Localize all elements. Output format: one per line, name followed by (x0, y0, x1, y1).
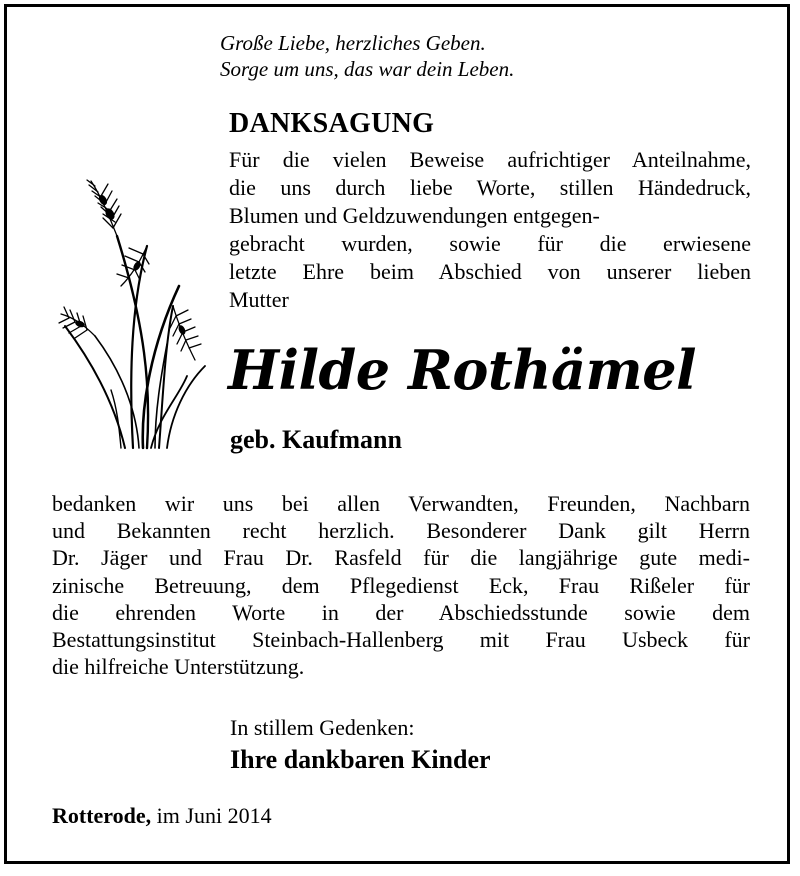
motto-line-2: Sorge um uns, das war dein Leben. (220, 57, 515, 81)
place-date (52, 802, 272, 830)
intro-line: Mutter (229, 287, 289, 312)
intro-line: letzte Ehre beim Abschied von unserer lieben (229, 259, 751, 284)
body-line: bedanken wir uns bei allen Verwandten, Freunden, Nachbarn (52, 491, 750, 516)
signature: Ihre dankbaren Kinder (230, 745, 491, 774)
heading: DANKSAGUNG (229, 108, 435, 139)
date: im Juni 2014 (156, 803, 272, 828)
wheat-grass-illustration (55, 176, 220, 451)
intro-line: Für die vielen Beweise aufrichtiger Anteilnahme, (229, 147, 751, 172)
intro-line: Blumen und Geldzuwendungen entgegen- (229, 203, 600, 228)
intro-text (229, 146, 751, 314)
deceased-name: Hilde Rothämel (228, 338, 697, 402)
intro-line: gebracht wurden, sowie für die erwiesene (229, 231, 751, 256)
motto-line-1: Große Liebe, herzliches Geben. (220, 31, 486, 55)
intro-line: die uns durch liebe Worte, stillen Händedruck, (229, 175, 751, 200)
body-line: Bestattungsinstitut Steinbach-Hallenberg mit Frau Usbeck für (52, 627, 750, 653)
body-line: die hilfreiche Unterstützung. (52, 654, 305, 680)
body-line: Dr. Jäger und Frau Dr. Rasfeld für die langjährige gute medi- (52, 545, 750, 571)
place: Rotterode, (52, 803, 152, 828)
closing-phrase: In stillem Gedenken: (230, 715, 415, 740)
body-line: und Bekannten recht herzlich. Besonderer Dank gilt Herrn (52, 518, 750, 544)
maiden-name: geb. Kaufmann (230, 425, 402, 454)
body-text (52, 490, 750, 680)
body-line: zinische Betreuung, dem Pflegedienst Eck, Frau Rißeler für (52, 572, 750, 598)
body-line: die ehrenden Worte in der Abschiedsstunde sowie dem (52, 599, 750, 625)
motto (220, 30, 514, 82)
